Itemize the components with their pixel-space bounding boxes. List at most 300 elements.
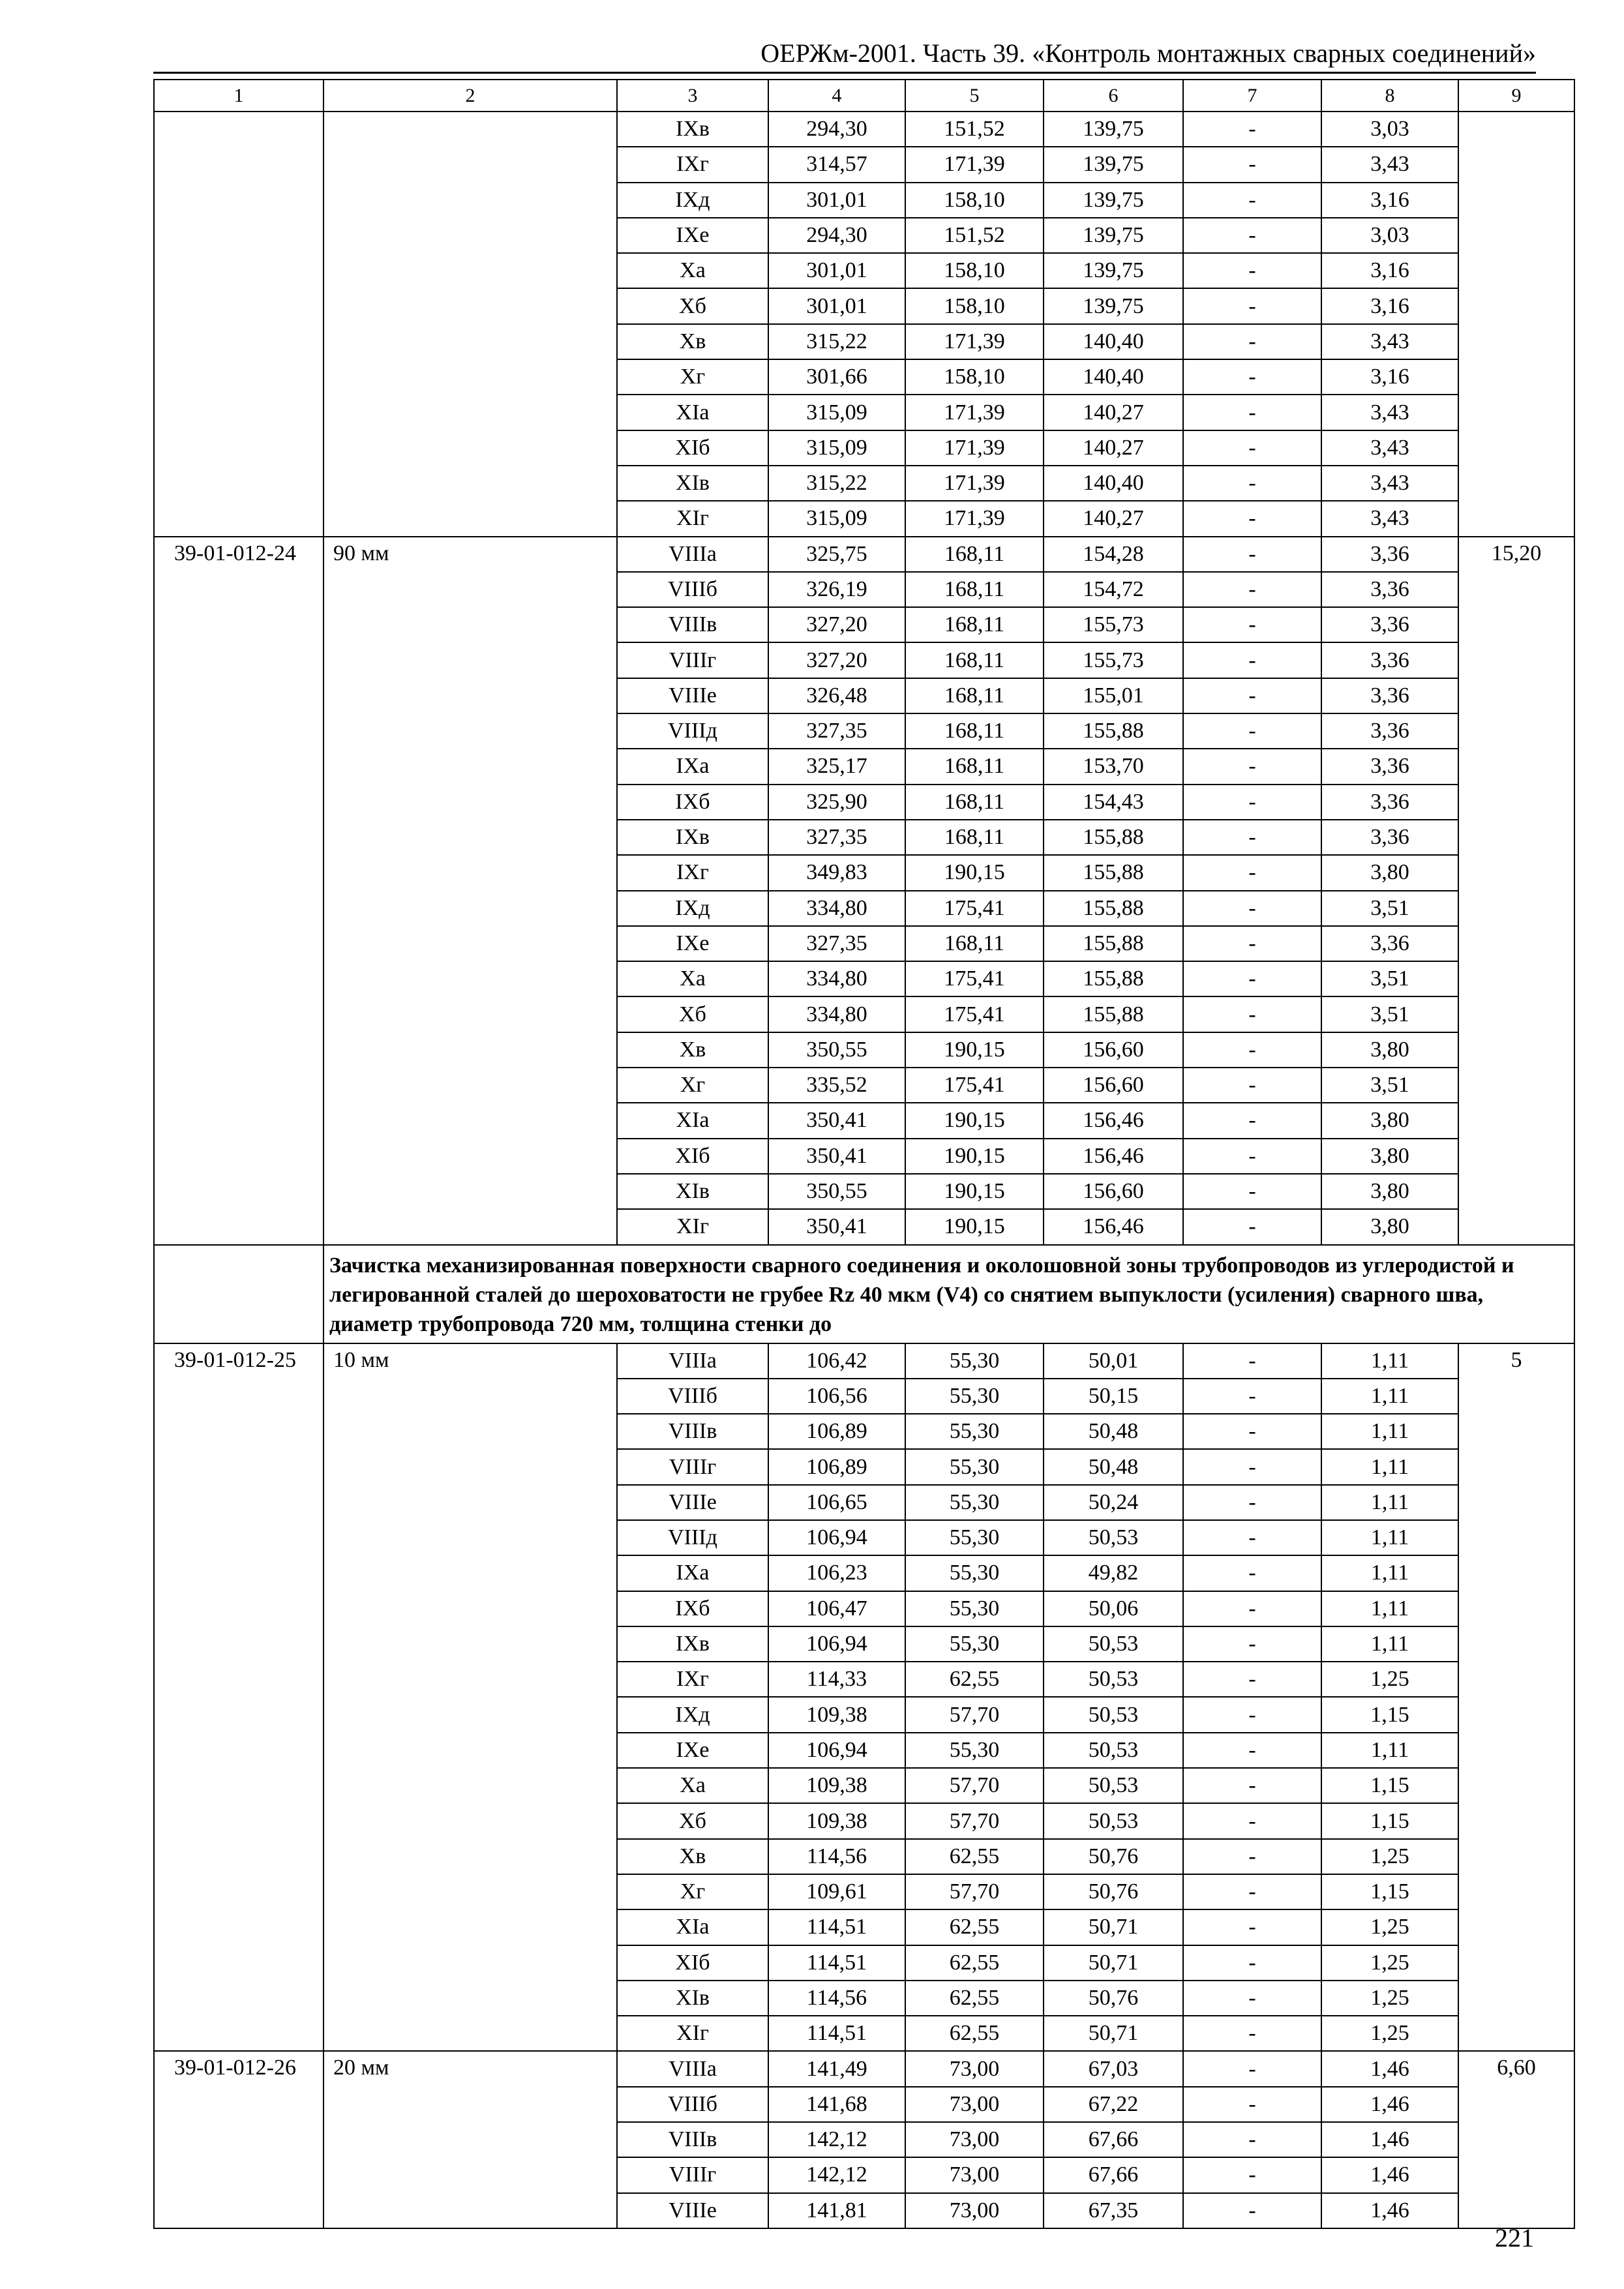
materials-cost: - (1183, 1485, 1321, 1520)
steel-group: IXб (617, 1591, 768, 1626)
steel-group: XIб (617, 1139, 768, 1174)
table-row (154, 537, 1574, 572)
wages: 73,00 (905, 2122, 1044, 2157)
steel-group: VIIIа (617, 537, 768, 572)
labor-hours: 1,11 (1321, 1414, 1458, 1449)
wages: 55,30 (905, 1733, 1044, 1768)
labor-hours: 1,11 (1321, 1379, 1458, 1414)
wages: 171,39 (905, 501, 1044, 536)
wages: 171,39 (905, 324, 1044, 359)
column-number: 9 (1458, 80, 1574, 112)
total-cost: 326,19 (768, 572, 905, 607)
column-number: 2 (323, 80, 617, 112)
wages: 175,41 (905, 1068, 1044, 1103)
machine-cost: 155,88 (1044, 855, 1183, 890)
steel-group: XIг (617, 2016, 768, 2051)
materials-cost: - (1183, 1662, 1321, 1697)
wages: 73,00 (905, 2051, 1044, 2086)
table-body (154, 112, 1574, 2228)
materials-cost: - (1183, 1414, 1321, 1449)
machine-cost: 50,53 (1044, 1626, 1183, 1662)
materials-cost: - (1183, 996, 1321, 1032)
steel-group: VIIIб (617, 2087, 768, 2122)
materials-cost: - (1183, 1768, 1321, 1803)
total-cost: 114,56 (768, 1981, 905, 2016)
machine-cost: 139,75 (1044, 147, 1183, 182)
steel-group: IXв (617, 820, 768, 855)
wages: 73,00 (905, 2193, 1044, 2228)
wages: 190,15 (905, 855, 1044, 890)
steel-group: Xа (617, 253, 768, 288)
steel-group: IXг (617, 147, 768, 182)
labor-hours: 1,15 (1321, 1697, 1458, 1732)
materials-cost: - (1183, 1449, 1321, 1484)
steel-group: XIг (617, 1209, 768, 1244)
labor-hours: 3,51 (1321, 996, 1458, 1032)
total-cost: 141,68 (768, 2087, 905, 2122)
total-cost: 106,65 (768, 1485, 905, 1520)
steel-group: VIIIг (617, 2157, 768, 2192)
machine-cost: 139,75 (1044, 288, 1183, 323)
total-cost: 327,20 (768, 607, 905, 642)
wall-thickness (323, 112, 617, 537)
section-code-cell (154, 1245, 323, 1343)
labor-hours: 3,80 (1321, 1139, 1458, 1174)
total-cost: 325,75 (768, 537, 905, 572)
machine-cost: 156,60 (1044, 1174, 1183, 1209)
machine-cost: 50,53 (1044, 1662, 1183, 1697)
total-cost: 350,55 (768, 1174, 905, 1209)
norm-value: 15,20 (1458, 537, 1574, 1245)
labor-hours: 3,16 (1321, 288, 1458, 323)
labor-hours: 3,80 (1321, 1174, 1458, 1209)
wages: 57,70 (905, 1697, 1044, 1732)
wages: 57,70 (905, 1874, 1044, 1909)
wages: 57,70 (905, 1768, 1044, 1803)
materials-cost: - (1183, 501, 1321, 536)
rates-table (153, 79, 1575, 2229)
steel-group: VIIIд (617, 1520, 768, 1555)
labor-hours: 3,36 (1321, 607, 1458, 642)
machine-cost: 140,27 (1044, 501, 1183, 536)
total-cost: 350,41 (768, 1103, 905, 1138)
wages: 62,55 (905, 1839, 1044, 1874)
materials-cost: - (1183, 1945, 1321, 1981)
machine-cost: 50,24 (1044, 1485, 1183, 1520)
rate-code: 39-01-012-25 (154, 1343, 323, 2052)
total-cost: 314,57 (768, 147, 905, 182)
wall-thickness: 20 мм (323, 2051, 617, 2228)
steel-group: IXа (617, 749, 768, 784)
materials-cost: - (1183, 1103, 1321, 1138)
machine-cost: 156,46 (1044, 1103, 1183, 1138)
wages: 171,39 (905, 430, 1044, 466)
machine-cost: 140,40 (1044, 324, 1183, 359)
steel-group: Xб (617, 288, 768, 323)
labor-hours: 1,11 (1321, 1485, 1458, 1520)
wages: 171,39 (905, 147, 1044, 182)
wall-thickness: 10 мм (323, 1343, 617, 2052)
wages: 190,15 (905, 1103, 1044, 1138)
materials-cost: - (1183, 183, 1321, 218)
total-cost: 106,56 (768, 1379, 905, 1414)
wages: 73,00 (905, 2157, 1044, 2192)
total-cost: 106,23 (768, 1555, 905, 1591)
machine-cost: 154,72 (1044, 572, 1183, 607)
materials-cost: - (1183, 395, 1321, 430)
labor-hours: 3,43 (1321, 324, 1458, 359)
materials-cost: - (1183, 785, 1321, 820)
machine-cost: 50,48 (1044, 1414, 1183, 1449)
total-cost: 114,33 (768, 1662, 905, 1697)
steel-group: VIIIа (617, 2051, 768, 2086)
section-heading: Зачистка механизированная поверхности сварного соединения и околошовной зоны трубопроводов из углеродистой и легированной сталей до шероховатости не грубее Rz 40 мкм (V4) со снятием выпуклости (усиления) сварного шва, диаметр трубопровода 720 мм, толщина стенки до (323, 1245, 1574, 1343)
steel-group: VIIIб (617, 1379, 768, 1414)
machine-cost: 140,40 (1044, 466, 1183, 501)
column-number: 1 (154, 80, 323, 112)
wages: 168,11 (905, 713, 1044, 749)
steel-group: XIб (617, 430, 768, 466)
total-cost: 106,47 (768, 1591, 905, 1626)
steel-group: XIг (617, 501, 768, 536)
machine-cost: 140,27 (1044, 430, 1183, 466)
wages: 55,30 (905, 1555, 1044, 1591)
wages: 62,55 (905, 1662, 1044, 1697)
steel-group: Xа (617, 961, 768, 996)
wages: 168,11 (905, 642, 1044, 678)
labor-hours: 3,36 (1321, 713, 1458, 749)
labor-hours: 3,36 (1321, 572, 1458, 607)
materials-cost: - (1183, 749, 1321, 784)
steel-group: Xг (617, 1874, 768, 1909)
wages: 171,39 (905, 395, 1044, 430)
labor-hours: 3,36 (1321, 926, 1458, 961)
labor-hours: 1,11 (1321, 1626, 1458, 1662)
labor-hours: 1,25 (1321, 1662, 1458, 1697)
machine-cost: 155,88 (1044, 996, 1183, 1032)
table-row (154, 2051, 1574, 2086)
machine-cost: 67,22 (1044, 2087, 1183, 2122)
wages: 158,10 (905, 253, 1044, 288)
total-cost: 335,52 (768, 1068, 905, 1103)
materials-cost: - (1183, 1697, 1321, 1732)
wages: 55,30 (905, 1520, 1044, 1555)
machine-cost: 155,88 (1044, 891, 1183, 926)
labor-hours: 3,36 (1321, 678, 1458, 713)
materials-cost: - (1183, 112, 1321, 147)
total-cost: 294,30 (768, 218, 905, 253)
materials-cost: - (1183, 2016, 1321, 2051)
machine-cost: 67,66 (1044, 2122, 1183, 2157)
materials-cost: - (1183, 1174, 1321, 1209)
materials-cost: - (1183, 855, 1321, 890)
norm-value: 5 (1458, 1343, 1574, 2052)
wages: 190,15 (905, 1139, 1044, 1174)
total-cost: 325,17 (768, 749, 905, 784)
materials-cost: - (1183, 147, 1321, 182)
column-number: 4 (768, 80, 905, 112)
labor-hours: 3,43 (1321, 430, 1458, 466)
machine-cost: 156,60 (1044, 1032, 1183, 1068)
labor-hours: 3,36 (1321, 749, 1458, 784)
machine-cost: 154,28 (1044, 537, 1183, 572)
labor-hours: 1,46 (1321, 2122, 1458, 2157)
wages: 158,10 (905, 359, 1044, 395)
total-cost: 350,55 (768, 1032, 905, 1068)
total-cost: 327,20 (768, 642, 905, 678)
materials-cost: - (1183, 1209, 1321, 1244)
machine-cost: 50,53 (1044, 1733, 1183, 1768)
steel-group: VIIIе (617, 678, 768, 713)
total-cost: 349,83 (768, 855, 905, 890)
materials-cost: - (1183, 2157, 1321, 2192)
steel-group: IXб (617, 785, 768, 820)
total-cost: 114,56 (768, 1839, 905, 1874)
machine-cost: 67,66 (1044, 2157, 1183, 2192)
machine-cost: 155,88 (1044, 961, 1183, 996)
total-cost: 325,90 (768, 785, 905, 820)
materials-cost: - (1183, 1733, 1321, 1768)
materials-cost: - (1183, 288, 1321, 323)
steel-group: VIIIг (617, 1449, 768, 1484)
machine-cost: 50,71 (1044, 2016, 1183, 2051)
labor-hours: 3,36 (1321, 785, 1458, 820)
materials-cost: - (1183, 572, 1321, 607)
machine-cost: 156,46 (1044, 1139, 1183, 1174)
total-cost: 109,61 (768, 1874, 905, 1909)
wages: 190,15 (905, 1032, 1044, 1068)
wages: 175,41 (905, 961, 1044, 996)
wages: 168,11 (905, 607, 1044, 642)
labor-hours: 3,36 (1321, 642, 1458, 678)
machine-cost: 153,70 (1044, 749, 1183, 784)
steel-group: Xв (617, 1839, 768, 1874)
labor-hours: 1,46 (1321, 2157, 1458, 2192)
labor-hours: 3,03 (1321, 112, 1458, 147)
total-cost: 315,22 (768, 324, 905, 359)
materials-cost: - (1183, 1874, 1321, 1909)
total-cost: 327,35 (768, 820, 905, 855)
wages: 168,11 (905, 926, 1044, 961)
total-cost: 106,94 (768, 1520, 905, 1555)
steel-group: IXв (617, 112, 768, 147)
steel-group: VIIIг (617, 642, 768, 678)
total-cost: 301,01 (768, 183, 905, 218)
machine-cost: 139,75 (1044, 112, 1183, 147)
machine-cost: 50,76 (1044, 1874, 1183, 1909)
steel-group: VIIIе (617, 1485, 768, 1520)
wages: 55,30 (905, 1379, 1044, 1414)
machine-cost: 50,71 (1044, 1945, 1183, 1981)
page-header: ОЕРЖм-2001. Часть 39. «Контроль монтажных сварных соединений» (760, 38, 1536, 68)
materials-cost: - (1183, 1981, 1321, 2016)
steel-group: XIа (617, 395, 768, 430)
materials-cost: - (1183, 1555, 1321, 1591)
materials-cost: - (1183, 961, 1321, 996)
wages: 168,11 (905, 785, 1044, 820)
labor-hours: 3,16 (1321, 183, 1458, 218)
machine-cost: 155,88 (1044, 713, 1183, 749)
machine-cost: 50,71 (1044, 1909, 1183, 1945)
steel-group: IXа (617, 1555, 768, 1591)
total-cost: 109,38 (768, 1768, 905, 1803)
wages: 175,41 (905, 996, 1044, 1032)
total-cost: 141,81 (768, 2193, 905, 2228)
materials-cost: - (1183, 678, 1321, 713)
labor-hours: 3,36 (1321, 820, 1458, 855)
machine-cost: 49,82 (1044, 1555, 1183, 1591)
labor-hours: 1,15 (1321, 1874, 1458, 1909)
materials-cost: - (1183, 607, 1321, 642)
total-cost: 114,51 (768, 1945, 905, 1981)
steel-group: IXв (617, 1626, 768, 1662)
labor-hours: 3,03 (1321, 218, 1458, 253)
total-cost: 109,38 (768, 1697, 905, 1732)
wages: 62,55 (905, 1945, 1044, 1981)
steel-group: VIIIе (617, 2193, 768, 2228)
materials-cost: - (1183, 1139, 1321, 1174)
total-cost: 350,41 (768, 1139, 905, 1174)
steel-group: Xв (617, 324, 768, 359)
machine-cost: 155,88 (1044, 926, 1183, 961)
labor-hours: 1,11 (1321, 1343, 1458, 1379)
labor-hours: 3,80 (1321, 1209, 1458, 1244)
total-cost: 142,12 (768, 2122, 905, 2157)
materials-cost: - (1183, 1032, 1321, 1068)
wages: 190,15 (905, 1209, 1044, 1244)
steel-group: Xб (617, 996, 768, 1032)
steel-group: VIIIв (617, 607, 768, 642)
materials-cost: - (1183, 324, 1321, 359)
labor-hours: 3,80 (1321, 1103, 1458, 1138)
rate-code: 39-01-012-26 (154, 2051, 323, 2228)
labor-hours: 1,25 (1321, 1981, 1458, 2016)
total-cost: 301,01 (768, 253, 905, 288)
labor-hours: 1,46 (1321, 2087, 1458, 2122)
column-number: 3 (617, 80, 768, 112)
steel-group: Xв (617, 1032, 768, 1068)
materials-cost: - (1183, 359, 1321, 395)
total-cost: 301,01 (768, 288, 905, 323)
machine-cost: 156,46 (1044, 1209, 1183, 1244)
materials-cost: - (1183, 891, 1321, 926)
steel-group: VIIIб (617, 572, 768, 607)
column-number: 7 (1183, 80, 1321, 112)
labor-hours: 1,11 (1321, 1733, 1458, 1768)
wages: 151,52 (905, 218, 1044, 253)
steel-group: IXд (617, 1697, 768, 1732)
table-row (154, 112, 1574, 147)
wages: 168,11 (905, 749, 1044, 784)
materials-cost: - (1183, 2051, 1321, 2086)
wages: 62,55 (905, 1981, 1044, 2016)
labor-hours: 1,46 (1321, 2193, 1458, 2228)
labor-hours: 3,36 (1321, 537, 1458, 572)
machine-cost: 50,53 (1044, 1697, 1183, 1732)
wages: 62,55 (905, 2016, 1044, 2051)
wages: 73,00 (905, 2087, 1044, 2122)
steel-group: IXе (617, 1733, 768, 1768)
machine-cost: 50,76 (1044, 1839, 1183, 1874)
page-number: 221 (1495, 2223, 1534, 2252)
materials-cost: - (1183, 1839, 1321, 1874)
total-cost: 141,49 (768, 2051, 905, 2086)
machine-cost: 50,76 (1044, 1981, 1183, 2016)
machine-cost: 154,43 (1044, 785, 1183, 820)
labor-hours: 1,11 (1321, 1591, 1458, 1626)
labor-hours: 1,25 (1321, 1945, 1458, 1981)
machine-cost: 156,60 (1044, 1068, 1183, 1103)
rates-table-container (153, 79, 1542, 2229)
total-cost: 315,09 (768, 501, 905, 536)
materials-cost: - (1183, 1591, 1321, 1626)
machine-cost: 50,01 (1044, 1343, 1183, 1379)
labor-hours: 1,11 (1321, 1555, 1458, 1591)
total-cost: 109,38 (768, 1803, 905, 1838)
machine-cost: 67,35 (1044, 2193, 1183, 2228)
labor-hours: 1,25 (1321, 1839, 1458, 1874)
labor-hours: 3,51 (1321, 1068, 1458, 1103)
labor-hours: 1,25 (1321, 1909, 1458, 1945)
materials-cost: - (1183, 820, 1321, 855)
column-number: 6 (1044, 80, 1183, 112)
steel-group: VIIIв (617, 2122, 768, 2157)
materials-cost: - (1183, 466, 1321, 501)
total-cost: 106,94 (768, 1733, 905, 1768)
machine-cost: 155,88 (1044, 820, 1183, 855)
wages: 55,30 (905, 1414, 1044, 1449)
labor-hours: 1,15 (1321, 1768, 1458, 1803)
total-cost: 334,80 (768, 961, 905, 996)
machine-cost: 155,73 (1044, 607, 1183, 642)
machine-cost: 50,15 (1044, 1379, 1183, 1414)
materials-cost: - (1183, 218, 1321, 253)
total-cost: 114,51 (768, 2016, 905, 2051)
steel-group: IXд (617, 891, 768, 926)
steel-group: Xг (617, 359, 768, 395)
total-cost: 106,89 (768, 1449, 905, 1484)
labor-hours: 3,43 (1321, 147, 1458, 182)
steel-group: IXд (617, 183, 768, 218)
header-rule (153, 72, 1536, 74)
machine-cost: 155,73 (1044, 642, 1183, 678)
total-cost: 142,12 (768, 2157, 905, 2192)
materials-cost: - (1183, 253, 1321, 288)
machine-cost: 50,53 (1044, 1520, 1183, 1555)
materials-cost: - (1183, 1626, 1321, 1662)
wages: 168,11 (905, 572, 1044, 607)
steel-group: VIIIд (617, 713, 768, 749)
machine-cost: 50,06 (1044, 1591, 1183, 1626)
wages: 55,30 (905, 1626, 1044, 1662)
steel-group: IXг (617, 1662, 768, 1697)
machine-cost: 139,75 (1044, 218, 1183, 253)
labor-hours: 1,25 (1321, 2016, 1458, 2051)
total-cost: 315,09 (768, 395, 905, 430)
materials-cost: - (1183, 1909, 1321, 1945)
total-cost: 315,09 (768, 430, 905, 466)
machine-cost: 140,40 (1044, 359, 1183, 395)
steel-group: VIIIв (617, 1414, 768, 1449)
steel-group: IXг (617, 855, 768, 890)
steel-group: XIб (617, 1945, 768, 1981)
machine-cost: 155,01 (1044, 678, 1183, 713)
labor-hours: 1,11 (1321, 1449, 1458, 1484)
total-cost: 106,42 (768, 1343, 905, 1379)
machine-cost: 140,27 (1044, 395, 1183, 430)
materials-cost: - (1183, 1803, 1321, 1838)
wages: 168,11 (905, 678, 1044, 713)
